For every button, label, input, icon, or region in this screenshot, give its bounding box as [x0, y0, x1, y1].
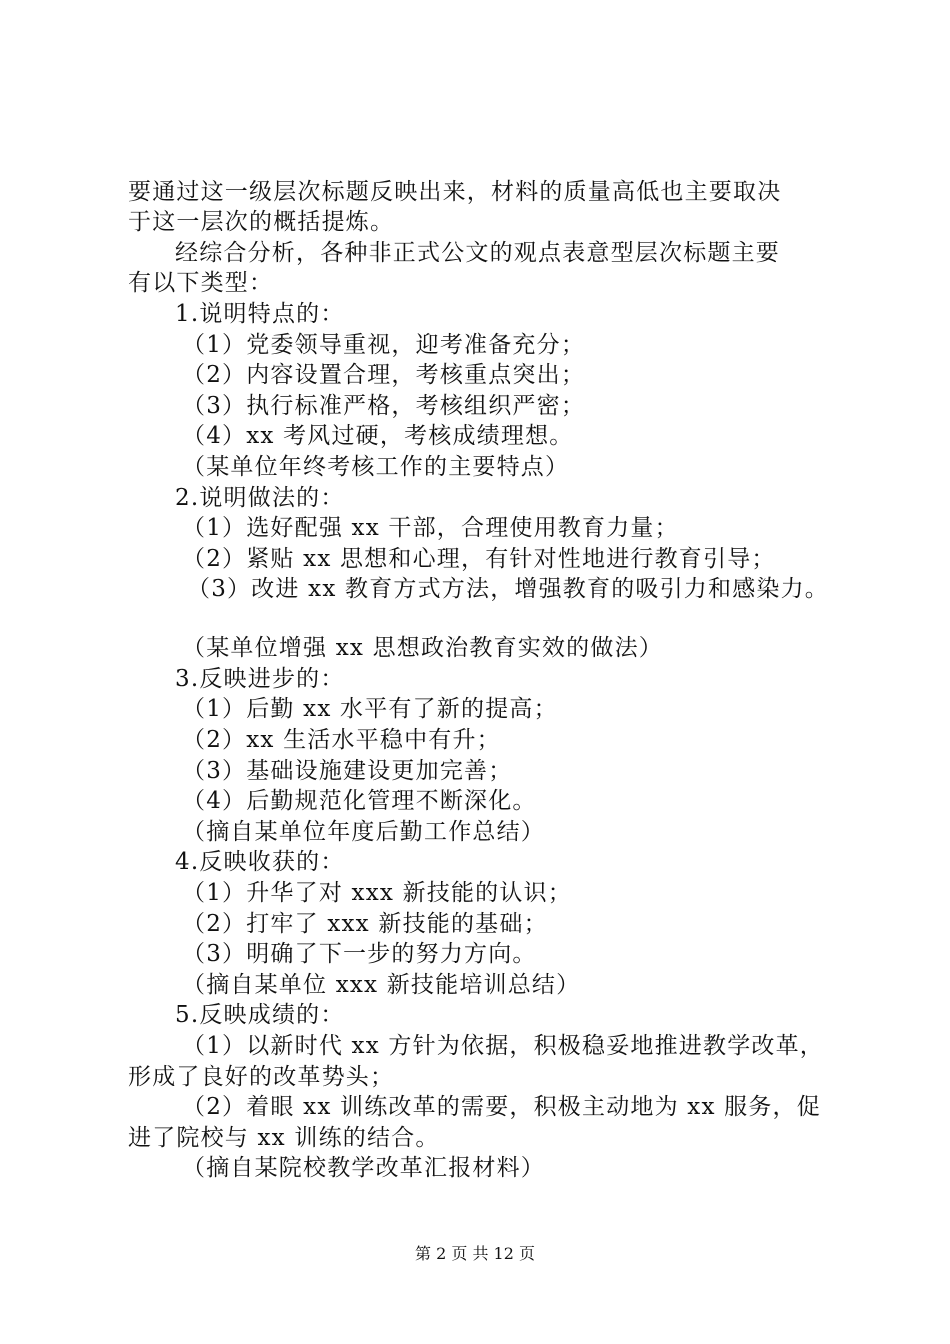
list-item: （1）选好配强 xx 干部，合理使用教育力量；: [182, 515, 679, 541]
source-note: （摘自某院校教学改革汇报材料）: [182, 1155, 545, 1181]
list-item-continuation: 形成了良好的改革势头；: [128, 1064, 395, 1090]
list-item: （2）打牢了 xxx 新技能的基础；: [182, 911, 548, 937]
paragraph-line: 有以下类型：: [128, 270, 274, 296]
page-footer: 第 2 页 共 12 页: [415, 1244, 535, 1263]
section-heading: 1.说明特点的：: [175, 301, 345, 327]
list-item: （4）xx 考风过硬，考核成绩理想。: [182, 423, 574, 449]
source-note: （某单位年终考核工作的主要特点）: [182, 454, 570, 480]
source-note: （某单位增强 xx 思想政治教育实效的做法）: [182, 635, 663, 661]
paragraph-line: 于这一层次的概括提炼。: [128, 209, 395, 235]
section-heading: 4.反映收获的：: [175, 849, 345, 875]
section-heading: 2.说明做法的：: [175, 485, 345, 511]
list-item: （1）后勤 xx 水平有了新的提高；: [182, 696, 558, 722]
list-item: （2）着眼 xx 训练改革的需要，积极主动地为 xx 服务，促: [182, 1094, 821, 1120]
list-item: （3）基础设施建设更加完善；: [182, 758, 513, 784]
source-note: （摘自某单位 xxx 新技能培训总结）: [182, 972, 581, 998]
list-item: （3）明确了下一步的努力方向。: [182, 941, 537, 967]
paragraph-line: 经综合分析，各种非正式公文的观点表意型层次标题主要: [175, 240, 780, 266]
list-item: （3）执行标准严格，考核组织严密；: [182, 393, 586, 419]
list-item: （2）xx 生活水平稳中有升；: [182, 727, 501, 753]
section-heading: 5.反映成绩的：: [175, 1002, 345, 1028]
list-item: （1）党委领导重视，迎考准备充分；: [182, 332, 586, 358]
list-item: （1）升华了对 xxx 新技能的认识；: [182, 880, 572, 906]
list-item: （4）后勤规范化管理不断深化。: [182, 788, 537, 814]
section-heading: 3.反映进步的：: [175, 666, 345, 692]
list-item: （2）内容设置合理，考核重点突出；: [182, 362, 586, 388]
list-item: （3）改进 xx 教育方式方法，增强教育的吸引力和感染力。: [187, 576, 829, 602]
list-item-continuation: 进了院校与 xx 训练的结合。: [128, 1125, 440, 1151]
list-item: （2）紧贴 xx 思想和心理，有针对性地进行教育引导；: [182, 546, 776, 572]
paragraph-line: 要通过这一级层次标题反映出来，材料的质量高低也主要取决: [128, 179, 782, 205]
list-item: （1）以新时代 xx 方针为依据，积极稳妥地推进教学改革，: [182, 1033, 824, 1059]
source-note: （摘自某单位年度后勤工作总结）: [182, 819, 545, 845]
